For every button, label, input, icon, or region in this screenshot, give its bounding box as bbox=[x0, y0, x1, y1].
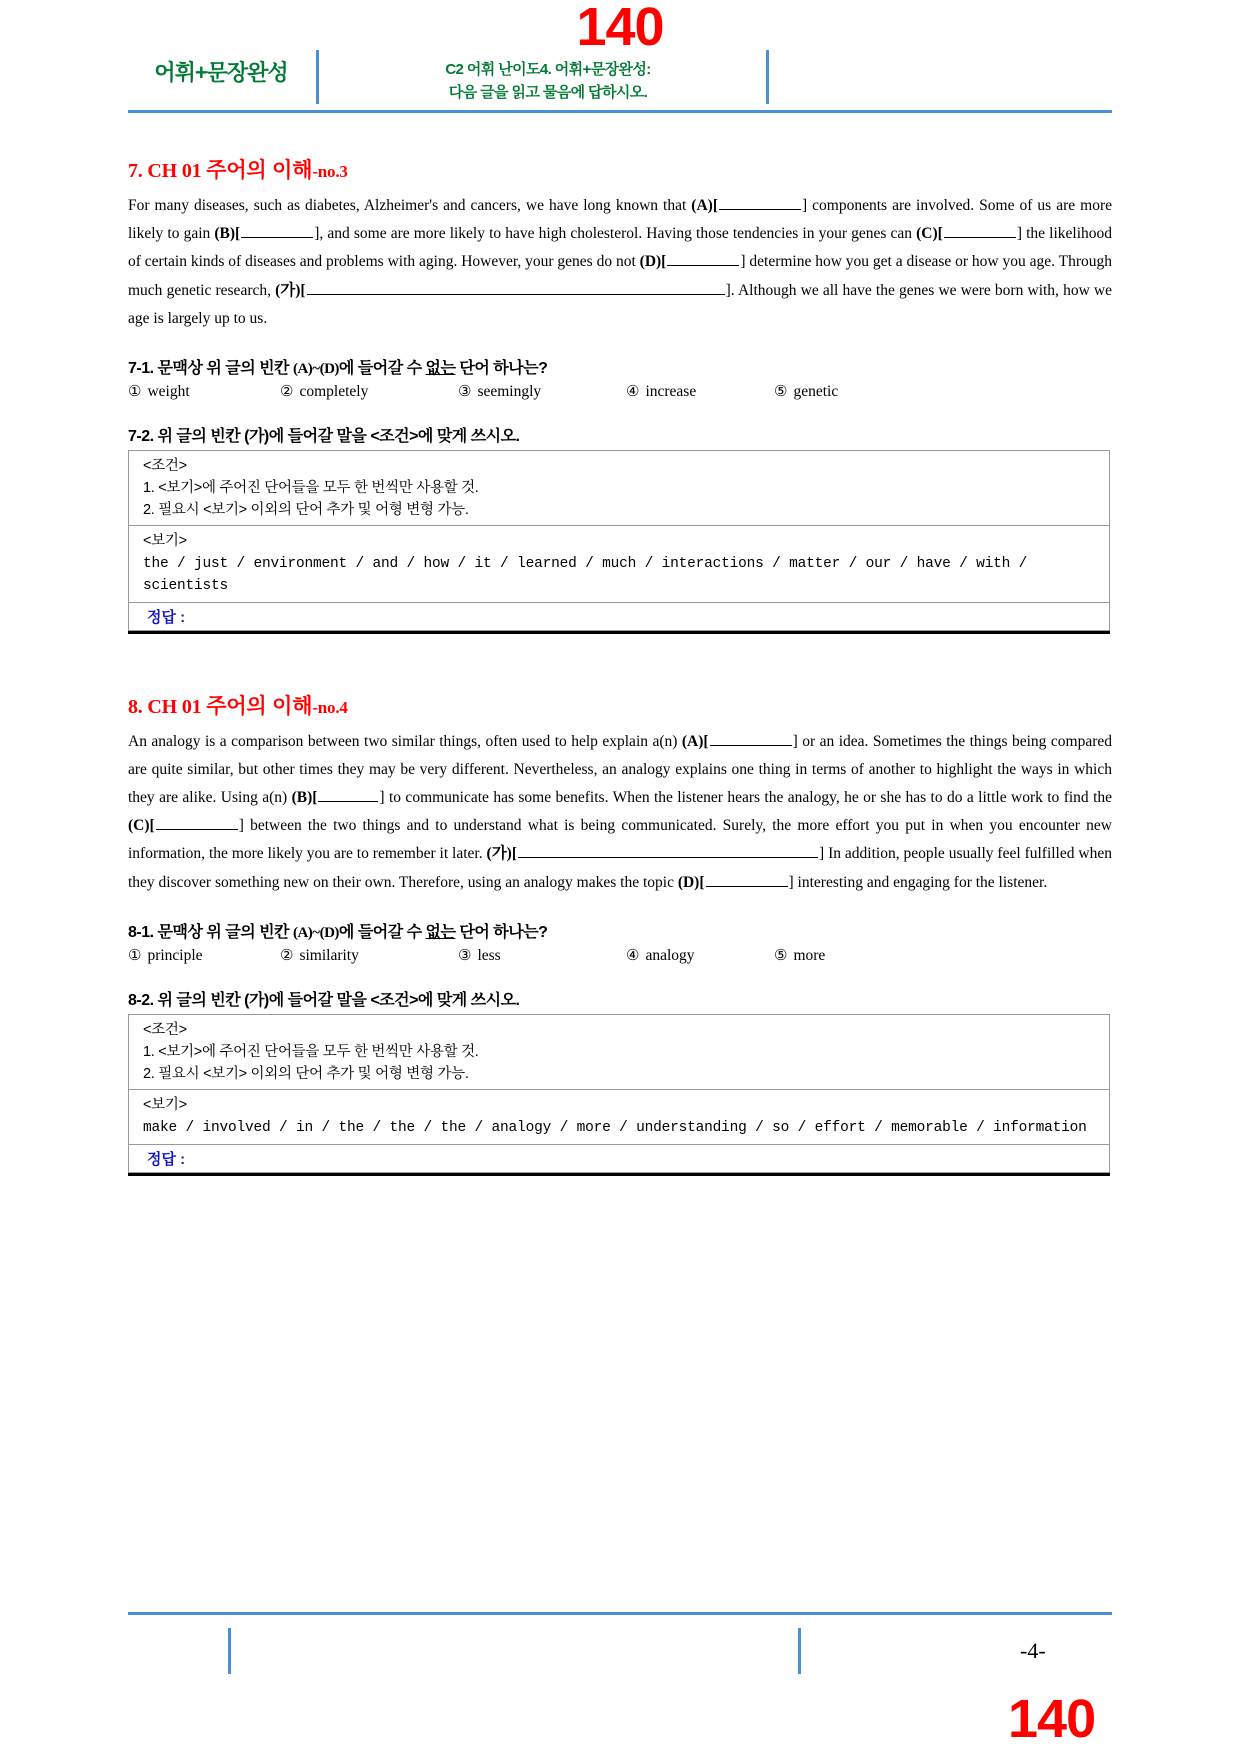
choice-label: analogy bbox=[645, 946, 695, 964]
choice-label: completely bbox=[299, 383, 369, 401]
choice-marker: ② bbox=[280, 384, 294, 401]
wordbank-7-words: the / just / environment / and / how / it / learned / much / interactions / matter / our / have / with / scientists bbox=[143, 556, 1028, 594]
answer-7-row[interactable] bbox=[129, 602, 1109, 630]
choice-label: more bbox=[793, 946, 826, 964]
passage-7-label-ga: (가)[ bbox=[275, 281, 306, 299]
choice-marker: ① bbox=[128, 947, 142, 964]
question-7-2-number: 7-2. bbox=[128, 428, 154, 446]
question-7-1-prompt bbox=[128, 355, 1112, 378]
passage-8-label-c: (C)[ bbox=[128, 817, 155, 835]
header-divider-right bbox=[766, 50, 769, 104]
choice-8-1-1[interactable] bbox=[128, 946, 280, 965]
blank-7-b[interactable] bbox=[241, 222, 313, 238]
passage-8-seg4: ] between the two things and to understand what is being communicated. Surely, the more effort you put in when you encounter new information, the more likely you are to remember it later. bbox=[128, 817, 1112, 863]
choice-marker: ④ bbox=[626, 947, 640, 964]
header-rule bbox=[128, 110, 1112, 113]
question-7-1-text-b: 에 들어갈 수 bbox=[338, 360, 426, 378]
condition-7-rule-2: 2. 필요시 <보기> 이외의 단어 추가 및 어형 변형 가능. bbox=[143, 502, 469, 519]
passage-7-label-b: (B)[ bbox=[214, 225, 241, 243]
blank-8-ga[interactable] bbox=[518, 843, 818, 859]
question-7-1-text-c: 단어 하나는? bbox=[455, 360, 548, 378]
answer-8-rule bbox=[128, 1173, 1110, 1176]
condition-7-rule-1: 1. <보기>에 주어진 단어들을 모두 한 번씩만 사용할 것. bbox=[143, 480, 479, 497]
header-instruction bbox=[338, 58, 758, 105]
question-7-1-range: (A)~(D) bbox=[292, 361, 339, 378]
passage-7-seg3: ], and some are more likely to have high cholesterol. Having those tendencies in your genes can bbox=[314, 225, 917, 243]
question-7-title-korean: 주어의 이해 bbox=[206, 159, 313, 182]
choice-marker: ② bbox=[280, 947, 294, 964]
page-header bbox=[128, 50, 1112, 110]
question-8-2-condition-box bbox=[128, 1014, 1110, 1173]
question-8-2-number: 8-2. bbox=[128, 991, 154, 1009]
question-7-passage bbox=[128, 192, 1112, 333]
question-7-1-text-a: 문맥상 위 글의 빈칸 bbox=[157, 360, 293, 378]
choice-7-1-5[interactable] bbox=[774, 382, 914, 401]
question-7-2-condition-box bbox=[128, 450, 1110, 631]
question-8-1-range: (A)~(D) bbox=[292, 924, 339, 941]
choice-8-1-5[interactable] bbox=[774, 946, 914, 965]
condition-8-rule-1: 1. <보기>에 주어진 단어들을 모두 한 번씩만 사용할 것. bbox=[143, 1043, 479, 1060]
question-8-1-number: 8-1. bbox=[128, 923, 154, 941]
choice-marker: ④ bbox=[626, 384, 640, 401]
answer-8-label: 정답 : bbox=[147, 1150, 186, 1168]
blank-7-ga[interactable] bbox=[307, 279, 725, 295]
blank-8-b[interactable] bbox=[318, 786, 378, 802]
choice-8-1-2[interactable] bbox=[280, 946, 458, 965]
choice-7-1-4[interactable] bbox=[626, 382, 774, 401]
question-7-number: 7. bbox=[128, 160, 143, 182]
passage-8-seg2: ] or an idea. Sometimes the things being compared are quite similar, but other times they may be very different. Nevertheless, an analogy explains one thing in terms of another to highlight the ways in which they are alike. Using a(n) bbox=[128, 732, 1112, 807]
passage-8-label-a: (A)[ bbox=[681, 732, 709, 750]
question-7-title-suffix: -no.3 bbox=[312, 162, 348, 181]
answer-8-row[interactable] bbox=[129, 1144, 1109, 1172]
footer-divider-left bbox=[228, 1628, 231, 1674]
choice-7-1-2[interactable] bbox=[280, 382, 458, 401]
passage-7-label-a: (A)[ bbox=[691, 197, 718, 214]
blank-8-c[interactable] bbox=[156, 815, 238, 831]
passage-7-seg2: ] components are involved. Some of us are more likely to gain bbox=[128, 197, 1112, 243]
question-8-title-suffix: -no.4 bbox=[312, 697, 348, 717]
wordbank-8-section bbox=[129, 1089, 1109, 1144]
question-8-title bbox=[128, 690, 1112, 720]
passage-7-seg5: ] determine how you get a disease or how you age. Through much genetic research, bbox=[128, 253, 1112, 299]
question-7-2-prompt bbox=[128, 423, 1112, 446]
choice-marker: ③ bbox=[458, 384, 472, 401]
footer-divider-right bbox=[798, 1628, 801, 1674]
passage-7-seg1: For many diseases, such as diabetes, Alzheimer's and cancers, we have long known that bbox=[128, 197, 692, 214]
wordbank-7-section bbox=[129, 525, 1109, 602]
passage-8-seg3: ] to communicate has some benefits. When the listener hears the analogy, he or she has to do a little work to find the bbox=[379, 789, 1113, 807]
header-badge: 어휘+문장완성 bbox=[154, 60, 288, 85]
choice-7-1-1[interactable] bbox=[128, 382, 280, 401]
blank-8-a[interactable] bbox=[710, 730, 792, 746]
header-divider-left bbox=[316, 50, 319, 104]
condition-8-section bbox=[129, 1015, 1109, 1089]
passage-7-label-c: (C)[ bbox=[916, 225, 943, 243]
question-7-1-choices bbox=[128, 382, 1112, 401]
choice-8-1-4[interactable] bbox=[626, 946, 774, 965]
choice-marker: ① bbox=[128, 384, 142, 401]
choice-label: weight bbox=[147, 383, 190, 401]
blank-7-d[interactable] bbox=[667, 251, 739, 267]
passage-8-seg5: ] In addition, people usually feel fulfilled when they discover something new on their own. Therefore, using an analogy makes the topic bbox=[128, 845, 1112, 891]
question-8-2-prompt bbox=[128, 987, 1112, 1010]
choice-marker: ⑤ bbox=[774, 384, 788, 401]
blank-7-c[interactable] bbox=[944, 222, 1016, 238]
wordbank-8-title: <보기> bbox=[143, 1096, 187, 1113]
question-8-1-choices bbox=[128, 946, 1112, 965]
question-8-title-korean: 주어의 이해 bbox=[206, 694, 313, 718]
header-instruction-line1: C2 어휘 난이도4. 어휘+문장완성: bbox=[445, 61, 651, 78]
condition-7-title: <조건> bbox=[143, 458, 187, 475]
choice-7-1-3[interactable] bbox=[458, 382, 626, 401]
choice-marker: ③ bbox=[458, 947, 472, 964]
passage-8-label-d: (D)[ bbox=[677, 873, 705, 891]
choice-8-1-3[interactable] bbox=[458, 946, 626, 965]
footer-rule bbox=[128, 1612, 1112, 1615]
answer-7-label: 정답 : bbox=[147, 608, 186, 626]
blank-8-d[interactable] bbox=[706, 871, 788, 887]
question-8-1-text-a: 문맥상 위 글의 빈칸 bbox=[157, 923, 293, 941]
page-number-bottom: 140 bbox=[1008, 1689, 1096, 1749]
question-7-title-roman: CH 01 bbox=[147, 160, 202, 182]
wordbank-7-title: <보기> bbox=[143, 533, 187, 550]
condition-7-section bbox=[129, 451, 1109, 525]
choice-label: similarity bbox=[299, 946, 359, 964]
choice-label: genetic bbox=[793, 383, 839, 401]
question-8-2-text: 위 글의 빈칸 (가)에 들어갈 말을 <조건>에 맞게 쓰시오. bbox=[157, 991, 520, 1009]
choice-label: increase bbox=[645, 383, 697, 401]
passage-8-label-b: (B)[ bbox=[291, 789, 318, 807]
page-content bbox=[128, 140, 1112, 1176]
question-8-passage bbox=[128, 728, 1112, 897]
passage-8-seg6: ] interesting and engaging for the listener. bbox=[788, 873, 1048, 891]
question-8-1-text-b: 에 들어갈 수 bbox=[338, 923, 426, 941]
passage-7-seg4: ] the likelihood of certain kinds of diseases and problems with aging. However, your genes do not bbox=[128, 225, 1113, 271]
question-7-1-emphasis: 없는 bbox=[425, 360, 456, 378]
wordbank-8-words: make / involved / in / the / the / the / analogy / more / understanding / so / effort / memorable / information bbox=[143, 1119, 1087, 1136]
question-8-1-prompt bbox=[128, 919, 1112, 942]
condition-8-rule-2: 2. 필요시 <보기> 이외의 단어 추가 및 어형 변형 가능. bbox=[143, 1065, 469, 1082]
choice-label: less bbox=[477, 946, 501, 964]
footer-page-label: -4- bbox=[1020, 1638, 1046, 1663]
header-instruction-line2: 다음 글을 읽고 물음에 답하시오. bbox=[448, 84, 648, 102]
condition-8-title: <조건> bbox=[143, 1021, 187, 1038]
choice-marker: ⑤ bbox=[774, 947, 788, 964]
question-8-title-roman: CH 01 bbox=[147, 695, 202, 718]
choice-label: principle bbox=[147, 946, 203, 964]
choice-label: seemingly bbox=[477, 383, 542, 401]
blank-7-a[interactable] bbox=[719, 194, 801, 210]
question-7-title bbox=[128, 154, 1112, 184]
question-8-number: 8. bbox=[128, 695, 143, 718]
passage-7-seg6: ]. Although we all have the genes we were born with, how we age is largely up to us. bbox=[128, 281, 1112, 327]
passage-7-label-d: (D)[ bbox=[639, 253, 667, 271]
question-7-1-number: 7-1. bbox=[128, 360, 154, 378]
question-8-1-text-c: 단어 하나는? bbox=[455, 923, 548, 941]
question-8-1-emphasis: 없는 bbox=[425, 923, 456, 941]
question-7-2-text: 위 글의 빈칸 (가)에 들어갈 말을 <조건>에 맞게 쓰시오. bbox=[157, 428, 520, 446]
page-number-top: 140 bbox=[576, 0, 664, 57]
passage-8-label-ga: (가)[ bbox=[486, 845, 517, 863]
section-spacer bbox=[128, 634, 1112, 676]
passage-8-seg1: An analogy is a comparison between two similar things, often used to help explain a(n) bbox=[128, 732, 682, 750]
